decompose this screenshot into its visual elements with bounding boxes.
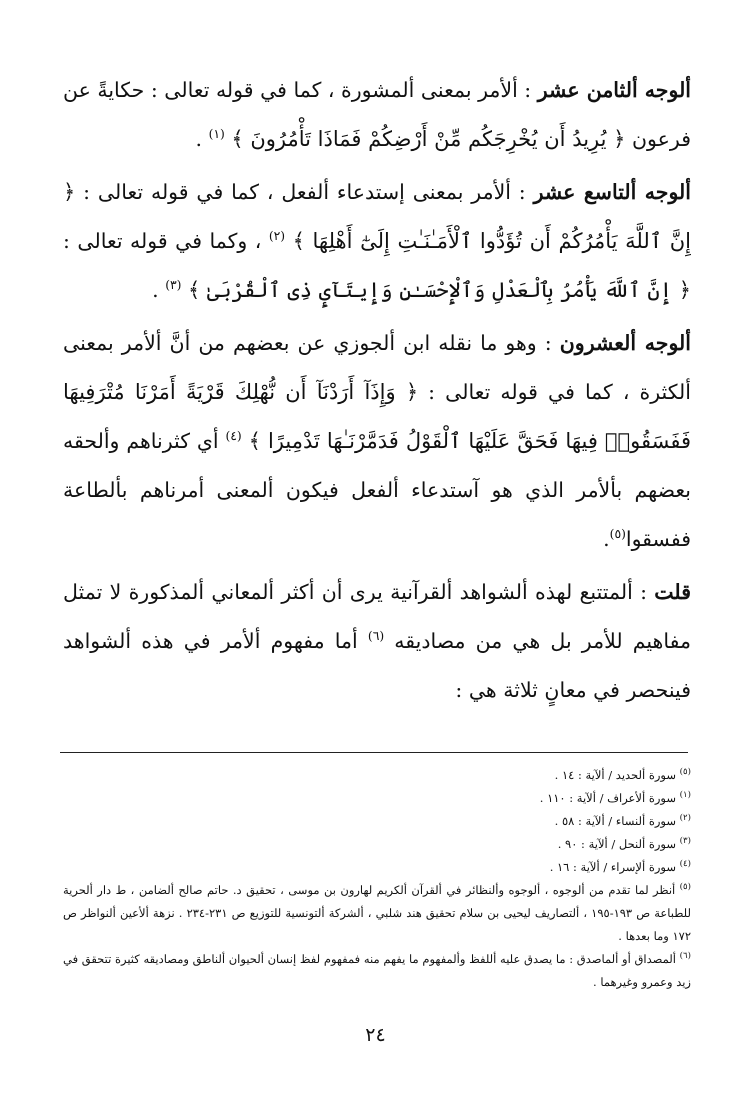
quran-verse: ﴿ إِنَّ ٱللَّهَ يَأْمُرُكُمْ أَن تُؤَدُّوا ٱلْأَمَـٰنَـٰتِ إِلَىٰٓ أَهْلِهَا ﴾: [63, 180, 691, 253]
paragraph-qult-end: أما مفهوم ألأمر في هذه ألشواهد فينحصر في معانٍ ثلاثة هي :: [63, 629, 691, 702]
footnote-ref: (١): [208, 127, 225, 142]
quran-verse: ﴿ وَإِذَآ أَرَدْنَآ أَن نُّهْلِكَ قَرْيَةً أَمَرْنَا مُتْرَفِيهَا فَفَسَقُوا۟ فِيهَا فَحَقَّ عَلَيْهَا ٱلْقَوْلُ فَدَمَّرْنَـٰهَا تَدْمِيرًا ﴾: [63, 380, 691, 453]
footnote: [63, 948, 691, 994]
quran-verse: ﴿ إِنَّ ٱللَّهَ يَأْمُرُ بِٱلْعَدْلِ وَٱلْإِحْسَـٰنِ وَإِيتَآىِٕ ذِى ٱلْقُرْبَىٰ ﴾: [187, 278, 691, 302]
footnote-text: سورة ألنساء / ألآية : ٥٨ .: [554, 814, 676, 828]
footnote: [63, 764, 691, 787]
footnote-number: (٣): [679, 836, 691, 847]
paragraph-18: [63, 66, 691, 164]
paragraph-19-end: .: [152, 278, 166, 302]
footnote-number: (١): [679, 790, 691, 801]
footnote-number: (٦): [679, 951, 692, 962]
footnote-text: سورة ألإسراء / ألآية : ١٦ .: [549, 860, 676, 874]
footnote: [63, 856, 691, 879]
footnote-text: سورة ألأعراف / ألآية : ١١٠ .: [539, 791, 676, 805]
page-number: ٢٤: [365, 1024, 386, 1046]
paragraph-19-middle: ، وكما في قوله تعالى :: [63, 229, 269, 253]
footnote-number: (٥): [679, 767, 691, 778]
paragraph-18-text: : ألأمر بمعنى ألمشورة ، كما في قوله تعالى : حكايةً عن فرعون: [63, 78, 691, 151]
main-text: [63, 66, 691, 719]
footnote: [63, 787, 691, 810]
footnote-text: أنظر لما تقدم من ألوجوه ، ألوجوه وألنظائر في ألقرآن ألكريم لهارون بن موسى ، تحقيق د. حاتم صالح ألضامن ، ط دار ألحرية للطباعة ص ١٩٣-١٩٥ ، ألتصاريف ليحيى بن سلام تحقيق هند شلبي ، ألشركة ألتونسية للتوزيع ص ٢٣١-٢٣٤ . نزهة ألأعين ألنواظر ص ١٧٢ وما بعدها .: [63, 883, 691, 943]
footnote-number: (٢): [679, 813, 691, 824]
heading-18: ألوجه ألثامن عشر: [537, 78, 692, 102]
footnote-ref: (٦): [367, 629, 385, 644]
footnote-text: سورة ألحديد / ألآية : ١٤ .: [554, 768, 676, 782]
heading-qult: قلت: [654, 580, 691, 604]
footnote-text: سورة ألنحل / ألآية : ٩٠ .: [557, 837, 676, 851]
paragraph-20-end: .: [603, 527, 610, 551]
paragraph-qult-text: : ألمتتبع لهذه ألشواهد ألقرآنية يرى أن أكثر ألمعاني ألمذكورة لا تمثل مفاهيم للأمر بل هي من مصاديقه: [63, 580, 691, 653]
footnote: [63, 879, 691, 948]
paragraph-19-text: : ألأمر بمعنى إستدعاء ألفعل ، كما في قوله تعالى :: [75, 180, 534, 204]
heading-20: ألوجه ألعشرون: [559, 331, 691, 355]
footnote-number: (٥): [679, 882, 692, 893]
footnote-ref: (٣): [165, 278, 182, 293]
footnote-ref: (٤): [225, 429, 242, 444]
footnote: [63, 833, 691, 856]
paragraph-20: [63, 319, 691, 564]
paragraph-20-cont: أي كثرناهم وألحقه بعضهم بألأمر الذي هو آستدعاء ألفعل فيكون ألمعنى أمرناهم بألطاعة ففسقوا: [63, 429, 691, 551]
quran-verse: ﴿ يُرِيدُ أَن يُخْرِجَكُم مِّنْ أَرْضِكُمْ فَمَاذَا تَأْمُرُونَ ﴾: [231, 127, 626, 151]
heading-19: ألوجه ألتاسع عشر: [533, 180, 691, 204]
footnotes: [63, 764, 691, 994]
footnote-number: (٤): [679, 859, 691, 870]
footnote-ref: (٢): [268, 229, 286, 244]
footnote-text: ألمصداق أو ألماصدق : ما يصدق عليه أللفظ وألمفهوم ما يفهم منه فمفهوم لفظ إنسان ألحيوان ألناطق ومصاديقه كثيرة تتحقق في زيد وعمرو وغيرهما .: [63, 952, 691, 989]
paragraph-19: [63, 168, 691, 315]
paragraph-qult: [63, 568, 691, 715]
footnote-ref: (٥): [609, 527, 626, 542]
footnote: [63, 810, 691, 833]
footnote-separator: [60, 752, 688, 753]
paragraph-20-text: : وهو ما نقله ابن ألجوزي عن بعضهم من أنَّ ألأمر بمعنى ألكثرة ، كما في قوله تعالى :: [63, 331, 691, 404]
paragraph-18-end: .: [195, 127, 209, 151]
